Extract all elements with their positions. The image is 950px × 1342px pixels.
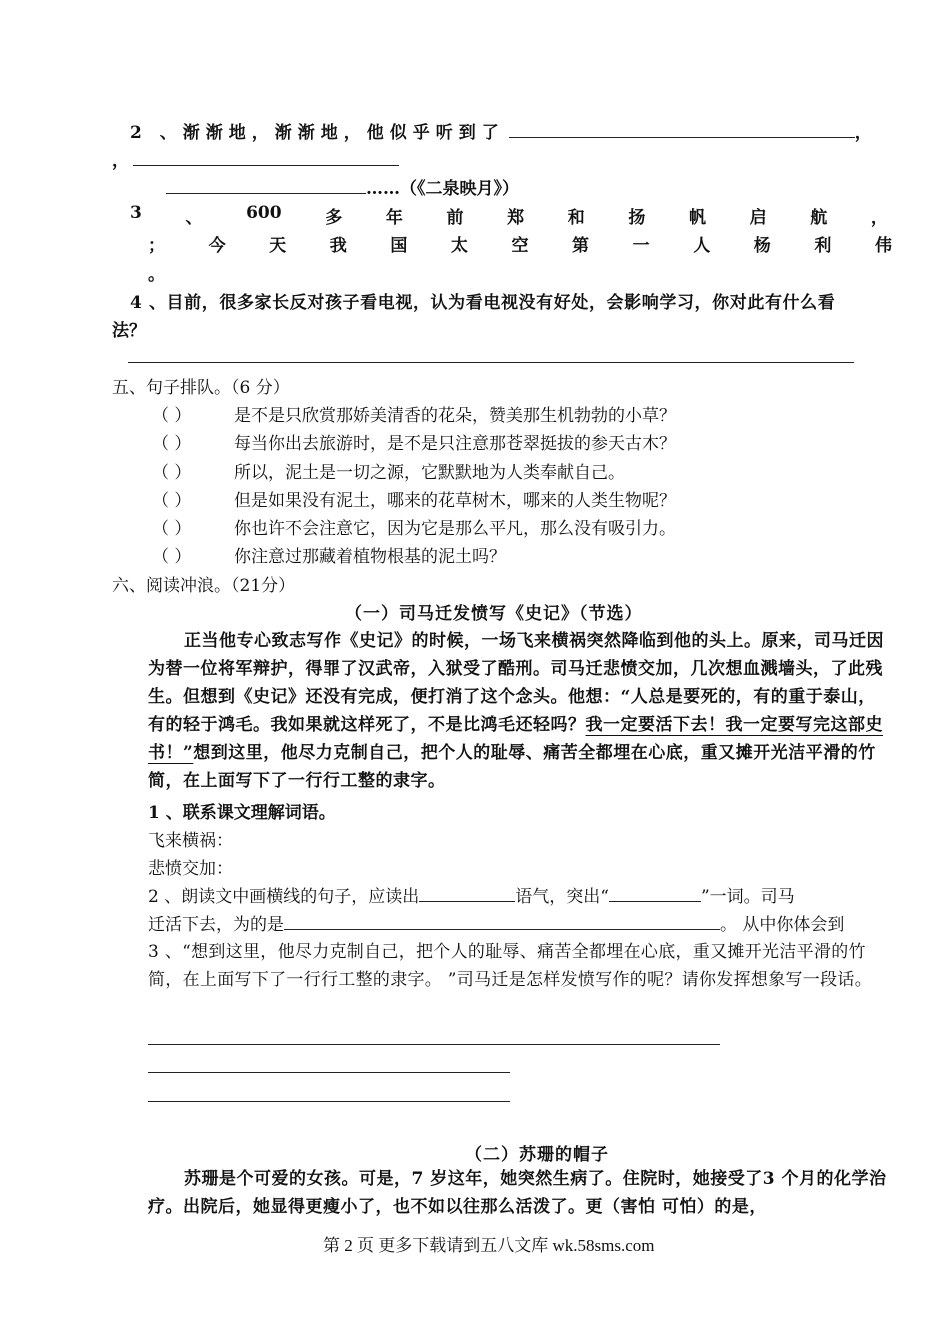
q2-blank-1[interactable] [509, 119, 855, 138]
order-blank-2[interactable]: （ ） [152, 434, 192, 454]
passage1-underlined-sentence: 我一定要活下去！我一定要写完这部史书！” [148, 715, 883, 763]
p1-word-2: 悲愤交加： [148, 859, 233, 879]
p1-q2-text-e: 。 从中你体会到 [720, 915, 845, 935]
passage1-title: （一）司马迁发愤写《史记》（节选） [345, 604, 643, 624]
q3-r1-11: 航 [810, 208, 828, 228]
q3-end: 。 [148, 265, 165, 285]
p1-answer-line-1[interactable] [148, 1044, 720, 1045]
q3-r1-8: 扬 [628, 208, 646, 228]
section6-title: 六、阅读冲浪。（21分） [112, 576, 296, 596]
q3-r1-2: 600 [246, 203, 282, 223]
sentence-text-1: 是不是只欣赏那娇美清香的花朵，赞美那生机勃勃的小草？ [234, 406, 676, 426]
q3-row-1 [130, 203, 888, 228]
sentence-text-6: 你注意过那藏着植物根基的泥土吗？ [234, 547, 506, 567]
q3-r1-1: 、 [185, 208, 203, 228]
q3-r2-7: 第 [572, 236, 590, 256]
q2-blank-3[interactable] [166, 175, 366, 194]
order-blank-6[interactable]: （ ） [152, 547, 192, 567]
q3-r1-4: 年 [385, 208, 403, 228]
q2-line2-lead: ， [112, 151, 129, 171]
q3-r1-0: 3 [130, 203, 142, 223]
q3-r2-1: 今 [208, 236, 226, 256]
q3-r2-10: 杨 [753, 236, 771, 256]
q3-r1-7: 和 [567, 208, 585, 228]
passage2-body: 苏珊是个可爱的女孩。可是，7 岁这年，她突然生病了。住院时，她接受了3 个月的化学治疗。出院后，她显得更瘦小了，也不如以往那么活泼了。更（害怕 可怕）的是， [148, 1169, 887, 1217]
p1-word-1: 飞来横祸： [148, 831, 233, 851]
sentence-item-5 [152, 514, 676, 539]
p1-q2-text-c: ”一词。司马 [700, 887, 795, 907]
sentence-item-4 [152, 486, 676, 511]
p1-q2-text-d: 迁活下去，为的是 [148, 915, 284, 935]
q2-comma: ， [854, 123, 878, 143]
sentence-text-5: 你也许不会注意它，因为它是那么平凡，那么没有吸引力。 [234, 519, 676, 539]
p1-question-2-line2 [148, 910, 844, 935]
q3-r1-5: 前 [446, 208, 464, 228]
q4-line2: 法？ [112, 321, 146, 341]
sentence-item-6 [152, 542, 506, 567]
order-blank-1[interactable]: （ ） [152, 406, 192, 426]
p1-question-2-line1 [148, 882, 795, 907]
q3-r1-12: ， [870, 208, 888, 228]
q3-r2-4: 国 [390, 236, 408, 256]
section5-title: 五、句子排队。（6 分） [112, 378, 290, 398]
sentence-item-2 [152, 429, 676, 454]
p1-q2-text-b: 语气，突出“ [515, 887, 609, 907]
p1-q2-text-a: 2 、朗读文中画横线的句子，应读出 [148, 887, 420, 907]
sentence-item-3 [152, 458, 625, 483]
q3-r1-6: 郑 [507, 208, 525, 228]
q2-source: ……（《二泉映月》） [366, 179, 519, 199]
q2-line1 [130, 118, 878, 143]
p1-q2-blank-2[interactable] [609, 883, 701, 902]
sentence-text-4: 但是如果没有泥土，哪来的花草树木，哪来的人类生物呢？ [234, 491, 676, 511]
q3-r2-5: 太 [450, 236, 468, 256]
page-footer: 第 2 页 更多下载请到五八文库 wk.58sms.com [323, 1236, 655, 1255]
q3-r2-8: 一 [632, 236, 650, 256]
q3-r1-9: 帆 [688, 208, 706, 228]
order-blank-4[interactable]: （ ） [152, 491, 192, 511]
order-blank-3[interactable]: （ ） [152, 463, 192, 483]
passage2-title: （二）苏珊的帽子 [465, 1145, 609, 1165]
q3-r2-12: 伟 [874, 236, 892, 256]
order-blank-5[interactable]: （ ） [152, 519, 192, 539]
q2-line1-text: 2 、渐渐地，渐渐地，他似乎听到了 [130, 123, 505, 143]
q3-row-2 [148, 231, 892, 256]
p1-question-3: 3 、“想到这里，他尽力克制自己，把个人的耻辱、痛苦全都埋在心底，重又摊开光洁平滑的竹简，在上面写下了一行行工整的隶字。 ”司马迁是怎样发愤写作的呢？请你发挥想象写一段话。 [148, 942, 872, 990]
passage1-text-b: 想到这里，他尽力克制自己，把个人的耻辱、痛苦全都埋在心底，重又摊开光洁平滑的竹简，在上面写下了一行行工整的隶字。 [148, 743, 876, 791]
q3-r2-6: 空 [511, 236, 529, 256]
q3-r2-2: 天 [269, 236, 287, 256]
q3-r1-10: 启 [749, 208, 767, 228]
q2-line2 [112, 146, 399, 171]
q3-r1-3: 多 [325, 208, 343, 228]
passage1-text-a: 正当他专心致志写作《史记》的时候，一场飞来横祸突然降临到他的头上。原来，司马迁因为替一位将军辩护，得罪了汉武帝，入狱受了酷刑。司马迁悲愤交加，几次想血溅墙头，了此残生。但想到《史记》还没有完成，便打消了这个念头。他想：“人总是要死的，有的重于泰山，有的轻于鸿毛。我如果就这样死了，不是比鸿毛还轻吗？ [148, 631, 884, 735]
p1-q2-blank-3[interactable] [284, 911, 720, 930]
q3-r2-3: 我 [329, 236, 347, 256]
q3-r2-9: 人 [693, 236, 711, 256]
p1-question-1: 1 、联系课文理解词语。 [148, 803, 336, 823]
p1-answer-line-3[interactable] [148, 1101, 510, 1102]
q2-line3 [166, 174, 519, 199]
q3-r2-0: ； [148, 236, 165, 256]
q4-answer-line[interactable] [128, 362, 854, 363]
p1-q2-blank-1[interactable] [419, 883, 515, 902]
sentence-text-2: 每当你出去旅游时，是不是只注意那苍翠挺拔的参天古木？ [234, 434, 676, 454]
q4-line1: 4 、目前，很多家长反对孩子看电视，认为看电视没有好处，会影响学习，你对此有什么看 [130, 293, 836, 313]
q2-blank-2[interactable] [133, 147, 399, 166]
passage1-body [148, 627, 893, 795]
q3-r2-11: 利 [814, 236, 832, 256]
sentence-item-1 [152, 401, 676, 426]
p1-answer-line-2[interactable] [148, 1072, 510, 1073]
sentence-text-3: 所以，泥土是一切之源，它默默地为人类奉献自己。 [234, 463, 625, 483]
